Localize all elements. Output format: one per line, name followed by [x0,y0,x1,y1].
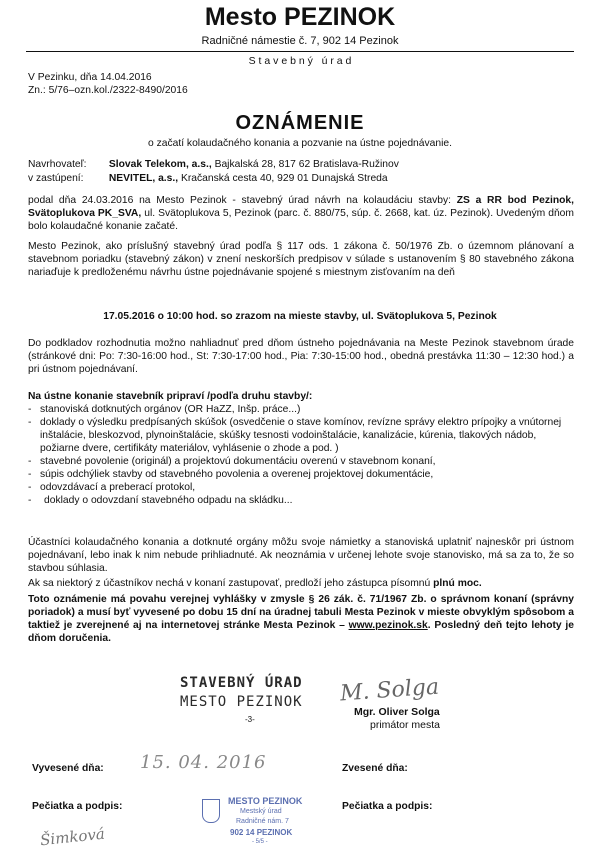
requirements-list [28,403,574,507]
signatory-name: Mgr. Oliver Solga [354,706,440,718]
seal-line5: - 5/5 - [252,839,268,845]
list-item: - doklady o odovzdaní stavebného odpadu na skládku... [28,494,574,507]
place-date: V Pezinku, dňa 14.04.2016 [28,72,152,83]
paragraph-objections: Účastníci kolaudačného konania a dotknuté orgány môžu svoje námietky a stanoviská uplatniť najneskôr pri ústnom pojednávaní, lebo inak k nim nebude prihliadnuté. Ak neoznámia v určenej lehote svoje stanovisko, má sa za to, že so stavbou súhlasia. [28,537,574,574]
signatory-title: primátor mesta [370,719,441,731]
notice-title: OZNÁMENIE [235,112,365,134]
paragraph-office-hours: Do podkladov rozhodnutia možno nahliadnuť pred dňom ústneho pojednávania na Meste Pezinok stavebnom úrade (stránkové dni: Po: 7:30-16:00 hod., St: 7:30-17:00 hod., Pia: 7:30-15:00 hod., obedná prestávka 11:30 – 12:30 hod.) a pri ústnom pojednávaní. [28,338,574,375]
reference-number: Zn.: 5/76–ozn.kol./2322-8490/2016 [28,85,188,96]
applicant-name: Slovak Telekom, a.s., [108,159,212,170]
representative-address: Kračanská cesta 40, 929 01 Dunajská Streda [181,173,388,184]
stamp-number: -3- [245,715,255,724]
letterhead-city: PEZINOK [284,3,396,31]
list-item: - súpis odchýliek stavby od stavebného povolenia a overenej projektovej dokumentácie, [28,468,574,481]
seal-label-left: Pečiatka a podpis: [32,801,123,812]
construction-name: ZS a RR bod Pezinok, Svätoplukova PK_SVA, [28,195,574,219]
letterhead-address: Radničné námestie č. 7, 902 14 Pezinok [201,35,399,47]
power-of-attorney: plnú moc. [433,578,482,589]
mayor-signature: M. Solga [339,674,440,707]
list-item: - stanoviská dotknutých orgánov (OR HaZZ, Inšp. práce...) [28,403,574,416]
public-notice-end: . Posledný deň tejto lehoty je dňom doručenia. [28,620,574,644]
seal-label-right: Pečiatka a podpis: [342,801,433,812]
list-item: - doklady o výsledku predpísaných skúšok (osvedčenie o stave komínov, revízne správy elektro prípojky a vnútornej inštalácie, bleskozvod, plynoinštalácie, skúšky tesnosti vodoinštalácie, kanalizácie, kúrenia, tlakových nádob, požiarne dvere, certifikáty materiálov, vyhlásenie o zhode a pod. ) [28,416,574,455]
coat-of-arms-icon [202,799,220,823]
paragraph-order: Mesto Pezinok, ako príslušný stavebný úrad podľa § 117 ods. 1 zákona č. 50/1976 Zb. o územnom plánovaní a stavebnom poriadku (stavebný zákon) v znení neskorších predpisov v súlade s ustanovením § 80 stavebného zákona nariaďuje k predloženému návrhu ústne pojednávanie spojené s miestnym zisťovaním na deň [28,241,574,278]
office-name: S t a v e b n ý ú r a d [248,55,352,67]
submission-text: podal dňa 24.03.2016 na Mesto Pezinok - stavebný úrad návrh na kolaudáciu stavby: [28,195,451,206]
seal-line1: MESTO PEZINOK [228,796,303,806]
letterhead-title [0,2,600,32]
paragraph-submission [28,194,574,233]
notice-subtitle: o začatí kolaudačného konania a pozvanie na ústne pojednávanie. [148,138,452,149]
letterhead-prefix: Mesto [204,3,278,31]
office-stamp-line2: MESTO PEZINOK [180,694,303,710]
public-notice-text: Toto oznámenie má povahu verejnej vyhlášky v zmysle § 26 zák. č. 71/1967 Zb. o správnom konaní (správny poriadok) a musí byť vyvesené po dobu 15 dní na úradnej tabuli Mesta Pezinok v mieste obvyklým spôsobom a taktiež je zverejnené aj na internetovej stránke Mesta Pezinok – [28,594,574,631]
posted-label: Vyvesené dňa: [32,763,104,774]
posted-date: 15. 04. 2016 [140,752,267,773]
seal-line4: 902 14 PEZINOK [230,828,293,837]
applicant-row [28,158,399,171]
office-stamp-line1: STAVEBNÝ ÚRAD [180,675,303,691]
representative-name: NEVITEL, a.s., [108,173,179,184]
applicant-address: Bajkalská 28, 817 62 Bratislava-Ružinov [214,159,399,170]
submission-location: ul. Svätoplukova 5, Pezinok (parc. č. 880/75, súp. č. 2668, kat. úz. Pezinok). Uvedeným dňom bolo kolaudačné konanie začaté. [28,208,574,232]
removed-label: Zvesené dňa: [342,763,408,774]
representation-text: Ak sa niektorý z účastníkov nechá v konaní zastupovať, predloží jeho zástupca písomnú [28,578,431,589]
list-item: - odovzdávací a preberací protokol, [28,481,574,494]
city-seal [160,793,310,850]
representative-label: v zastúpení: [28,173,84,184]
requirements-heading: Na ústne konanie stavebník pripraví /podľa druhu stavby/: [28,391,313,402]
applicant-label: Navrhovateľ: [28,159,87,170]
website-link[interactable]: www.pezinok.sk [348,620,428,631]
hearing-date: 17.05.2016 o 10:00 hod. so zrazom na mieste stavby, ul. Svätoplukova 5, Pezinok [103,311,497,322]
clerk-signature: Šimková [39,824,106,850]
letterhead-rule [26,51,574,52]
seal-line3: Radničné nám. 7 [236,818,289,825]
seal-line2: Mestský úrad [240,808,282,815]
representative-row [28,172,388,185]
list-item: - stavebné povolenie (originál) a projektovú dokumentáciu overenú v stavebnom konaní, [28,455,574,468]
paragraph-representation [28,577,574,590]
paragraph-public-notice [28,593,574,645]
